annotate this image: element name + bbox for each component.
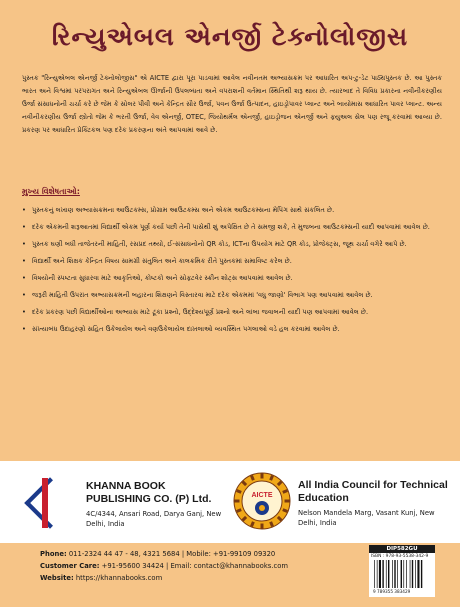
bullet-icon: • <box>22 274 26 282</box>
feature-item: • વિષયોની સ્પષ્ટતા સુધારવા માટે આકૃતિઓ, કોષ્ટકો અને સોફ્ટવેર સ્ક્રીન શોટ્સ આપવામાં આવેલ છે. <box>22 272 442 285</box>
feature-item: • સંખ્યાબંધ ઉદાહરણો સહિત ઉકેલાયેલ અને વણઉકેલાયેલ દાખલાઓ વ્યવસ્થિત પગલાઓ વડે હલ કરવામાં આવેલ છે. <box>22 323 442 336</box>
barcode-digits: 9 789355 383429 <box>373 589 411 594</box>
website-line: Website: https://khannabooks.com <box>40 574 163 582</box>
bullet-icon: • <box>22 325 26 333</box>
bullet-icon: • <box>22 206 26 214</box>
bullet-icon: • <box>22 257 26 265</box>
aicte-seal-icon <box>233 472 291 530</box>
phone-line: Phone: 011-2324 44 47 - 48, 4321 5684 | Mobile: +91-99109 09320 <box>40 550 276 558</box>
bullet-icon: • <box>22 291 26 299</box>
customer-care-line: Customer Care: +91-95600 34424 | Email: contact@khannabooks.com <box>40 562 288 570</box>
feature-item: • પુસ્તક ઘણી બધી તાજેતરની માહિતી, રસપ્રદ તથ્યો, ઈ-સંસાધનોનો QR કોડ, ICTના ઉપયોગ માટે QR કોડ, પ્રોજેક્ટ્સ, જૂથ ચર્ચા વગેરે આપે છે. <box>22 238 442 251</box>
features-heading: મુખ્ય વિશેષતાઓ: <box>22 187 80 196</box>
feature-item: • પુસ્તકનું લખાણ અભ્યાસક્રમના આઉટકમ્સ, પ્રોગ્રામ આઉટકમ્સ અને એકમ આઉટકમ્સના મેપિંગ સાથે સંકલિત છે. <box>22 204 442 217</box>
aicte-address: Nelson Mandela Marg, Vasant Kunj, New Delhi, India <box>298 509 435 527</box>
aicte-seal-label: AICTE <box>251 492 273 499</box>
features-list <box>22 204 442 340</box>
isbn-barcode-box <box>369 545 435 597</box>
contact-block <box>40 548 288 584</box>
feature-item: • વિદ્યાર્થી અને શિક્ષક કેન્દ્રિત વિષય સામગ્રી સંતુલિત અને કાલક્રમિક રીતે પુસ્તકમાં સમાવિષ્ટ કરેલ છે. <box>22 255 442 268</box>
isbn-number: ISBN : 978-93-5538-342-9 <box>371 554 429 559</box>
publisher-address: 4C/4344, Ansari Road, Darya Ganj, New Delhi, India <box>86 510 222 528</box>
bullet-icon: • <box>22 240 26 248</box>
aicte-name: All India Council for Technical Education <box>298 479 448 504</box>
publisher-name: KHANNA BOOK PUBLISHING CO. (P) Ltd. <box>86 480 212 505</box>
bullet-icon: • <box>22 308 26 316</box>
book-description: પુસ્તક "રિન્યુએબલ એનર્જી ટેક્નોલોજીસ" એ AICTE દ્વારા પૂરા પાડવામાં આવેલ નવીનતમ અભ્યાસક્રમ પર આધારિત અપ-ટુ-ડેટ પાઠ્યપુસ્તક છે. આ પુસ્તક ભારત અને વિશ્વમાં પરંપરાગત અને રિન્યુએબલ ઊર્જાની ઉપલબ્ધતા અને વપરાશની વર્તમાન સ્થિતિથી શરૂ થાય છે. ત્યારબાદ તે વિવિધ પ્રકારના નવીનીકરણીય ઉર્જા સંસાધનોની ચર્ચા કરે છે જેમ કે સોલર પીવી અને કેન્દ્રિત સૌર ઉર્જા, પવન ઉર્જા ઉત્પાદન, હાઇડ્રોપાવર પ્લાન્ટ અને બાયોમાસ આધારિત પાવર પ્લાન્ટ. અન્ય નવીનીકરણીય ઉર્જા સ્ત્રોતો જેમ કે ભરતી ઉર્જા, વેવ એનર્જી, OTEC, જિયોથર્મલ એનર્જી, હાઇડ્રોજન એનર્જી અને ફ્યુઅલ સેલ પણ રજૂ કરવામાં આવ્યા છે. પ્રકરણ પર આધારિત પ્રેક્ટિકલ પણ દરેક પ્રકરણના અંતે આપવામાં આવે છે. <box>22 74 442 134</box>
website-link[interactable]: https://khannabooks.com <box>75 574 163 582</box>
book-title: રિન્યુએબલ એનર્જી ટેક્નોલોજીસ <box>51 22 409 51</box>
product-code: DIP582GU <box>369 545 435 553</box>
barcode-icon <box>373 560 431 588</box>
feature-item: • દરેક એકમની શરૂઆતમાં વિદ્યાર્થી એકમ પૂર્ણ કર્યા પછી તેની પાસેથી શું અપેક્ષિત છે તે સમજી શકે, તે મુજબના આઉટકમ્સની યાદી આપવામાં આવેલ છે. <box>22 221 442 234</box>
bullet-icon: • <box>22 223 26 231</box>
feature-item: • જરૂરી માહિતી ઉપરાંત અભ્યાસક્રમની બહારના શિક્ષણને વિસ્તારવા માટે દરેક એકમમાં 'વધુ જાણો' વિભાગ પણ આપવામાં આવેલ છે. <box>22 289 442 302</box>
feature-item: • દરેક પ્રકરણ પછી વિદ્યાર્થીઓના અભ્યાસ માટે ટૂંકા પ્રશ્નો, ઉદ્દેશ્યપૂર્ણ પ્રશ્નો અને લાંબા જવાબની યાદી પણ આપવામાં આવેલ છે. <box>22 306 442 319</box>
khanna-logo-accent <box>42 478 72 528</box>
